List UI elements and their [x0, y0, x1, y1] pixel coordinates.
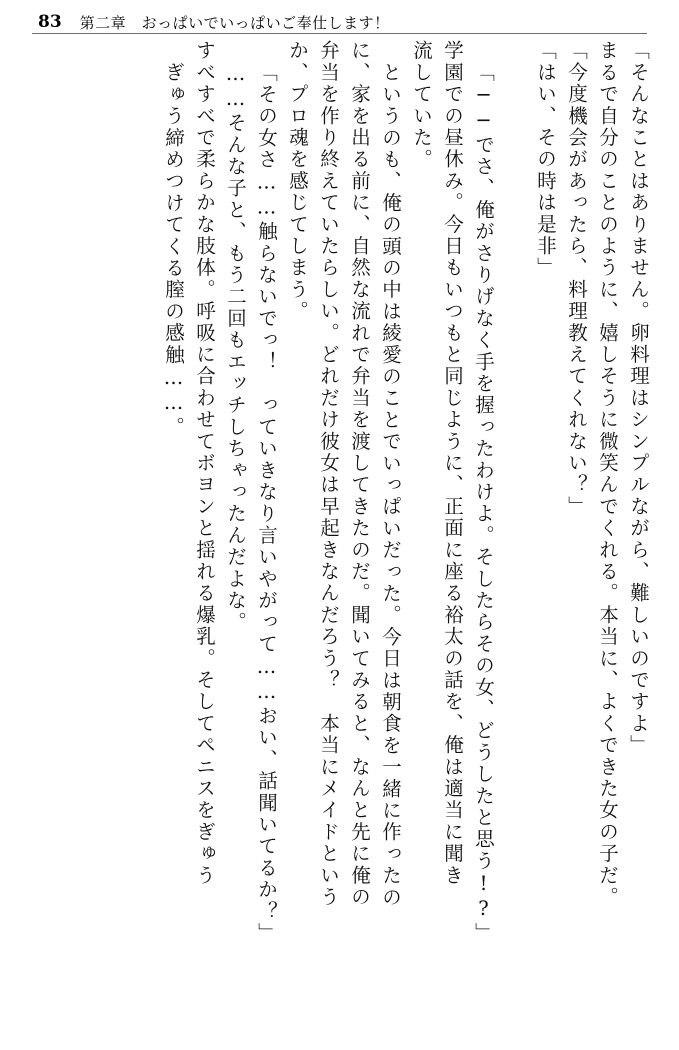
text-line: すべすべで柔らかな肢体。呼吸に合わせてボヨンと揺れる爆乳。そしてペニスをぎゅう: [193, 40, 216, 887]
text-line: 弁当を作り終えていたらしい。どれだけ彼女は早起きなんだろう？ 本当にメイドという: [317, 40, 340, 908]
text-line: か、プロ魂を感じてしまう。: [286, 40, 309, 323]
page-body: [26, 40, 654, 1040]
text-line: 「そんなことはありません。卵料理はシンプルながら、難しいのですよ」: [627, 40, 650, 757]
text-line: ……そんな子と、もう二回もエッチしちゃったんだよな。: [224, 62, 247, 634]
chapter-title: 第二章 おっぱいでいっぱいご奉仕します！: [79, 13, 390, 32]
text-line: 「今度機会があったら、料理教えてくれない？」: [565, 40, 588, 518]
text-line: [499, 40, 530, 1025]
text-line: まるで自分のことのように、嬉しそうに微笑んでくれる。本当に、よくできた女の子だ。: [596, 40, 619, 908]
text-line: というのも、俺の頭の中は綾愛のことでいっぱいだった。今日は朝食を一緒に作ったの: [379, 62, 402, 909]
text-line: に、家を出る前に、自然な流れで弁当を渡してきたのだ。聞いてみると、なんと先に俺の: [348, 40, 371, 908]
text-line: 学園での昼休み。今日もいつもと同じように、正面に座る裕太の話を、俺は適当に聞き: [441, 40, 464, 887]
text-line: 「はい、その時は是非」: [534, 40, 557, 279]
text-line: 流していた。: [410, 40, 433, 171]
text-line: 「その女さ……触らないでっ！ っていきなり言いやがって……おい、話聞いてるか？」: [255, 62, 278, 944]
text-line: ぎゅう締めつけてくる膣の感触……。: [162, 62, 185, 438]
page-number: 83: [38, 12, 62, 32]
header-divider: [32, 33, 647, 34]
text-line: 「──でさ、俺がさりげなく手を握ったわけよ。そしたらその女、どうしたと思う!?」: [472, 62, 495, 945]
